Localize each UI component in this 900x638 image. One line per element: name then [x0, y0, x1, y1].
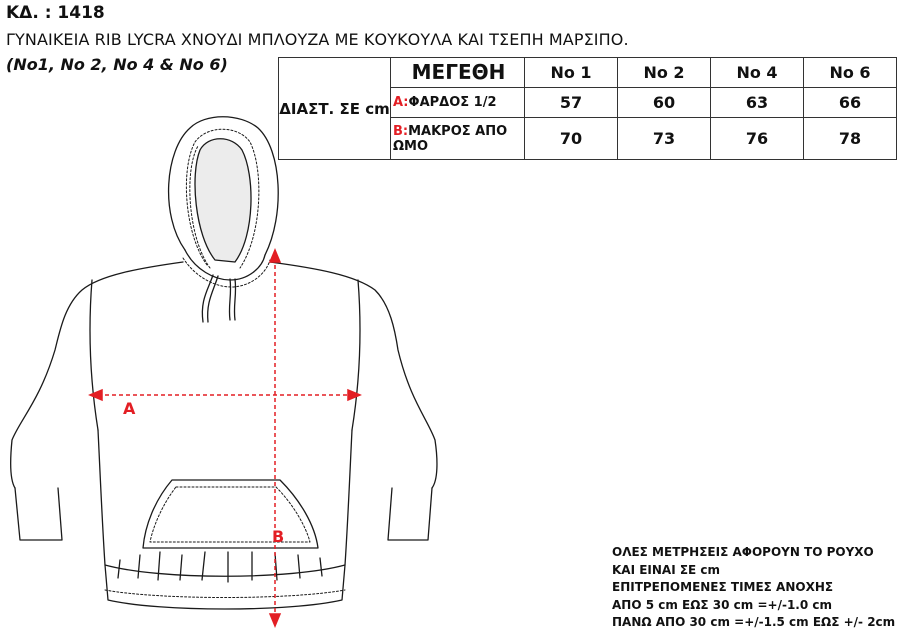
product-title: ΓΥΝΑΙΚΕΙΑ RIB LYCRA ΧΝΟΥΔΙ ΜΠΛΟΥΖΑ ΜΕ ΚΟΥΚΟΥΛΑ ΚΑΙ ΤΣΕΠΗ ΜΑΡΣΙΠΟ. [6, 30, 629, 49]
tolerance-notes [612, 544, 895, 632]
cuff-right [388, 488, 432, 540]
measurement-value: 70 [525, 118, 618, 160]
arrow-head [90, 390, 102, 400]
measurement-letter: B: [393, 123, 409, 139]
measurement-value: 66 [804, 88, 897, 118]
note-line: ΟΛΕΣ ΜΕΤΡΗΣΕΙΣ ΑΦΟΡΟΥΝ ΤΟ ΡΟΥΧΟ [612, 545, 874, 559]
cuff-left [15, 488, 62, 540]
measurement-value: 57 [525, 88, 618, 118]
waistband [105, 565, 345, 609]
measurement-value: 60 [618, 88, 711, 118]
measurement-b-label: B [272, 527, 285, 546]
measurement-name: ΜΑΚΡΟΣ ΑΠΟ ΩΜΟ [393, 123, 508, 154]
arrow-head [348, 390, 360, 400]
arrow-head [270, 614, 280, 626]
product-code: ΚΔ. : 1418 [6, 3, 105, 23]
hood-opening [195, 139, 251, 262]
size-column-header: No 6 [804, 58, 897, 88]
note-line: ΕΠΙΤΡΕΠΟΜΕΝΕΣ ΤΙΜΕΣ ΑΝΟΧΗΣ [612, 580, 834, 594]
sizes-header: ΜΕΓΕΘΗ [391, 58, 525, 88]
drawstring-right [229, 279, 230, 320]
size-column-header: No 4 [711, 58, 804, 88]
measurement-value: 78 [804, 118, 897, 160]
measurement-value: 63 [711, 88, 804, 118]
note-line: ΚΑΙ ΕΙΝΑΙ ΣΕ cm [612, 562, 721, 577]
kangaroo-pocket [143, 480, 318, 548]
measurement-name: ΦΑΡΔΟΣ 1/2 [408, 95, 497, 110]
available-sizes: (No1, No 2, No 4 & No 6) [6, 55, 228, 74]
measurement-letter: A: [393, 95, 409, 110]
note-line: ΠΑΝΩ ΑΠΟ 30 cm =+/-1.5 cm ΕΩΣ +/- 2cm [612, 615, 896, 629]
measurement-value: 76 [711, 118, 804, 160]
measurement-a-label: A [123, 399, 136, 418]
note-line: ΑΠΟ 5 cm ΕΩΣ 30 cm =+/-1.0 cm [612, 597, 833, 612]
measurement-value: 73 [618, 118, 711, 160]
size-column-header: No 2 [618, 58, 711, 88]
dimensions-unit-label: ΔΙΑΣΤ. ΣΕ cm [279, 58, 391, 160]
arrow-head [270, 250, 280, 262]
size-column-header: No 1 [525, 58, 618, 88]
body-outline [11, 262, 183, 488]
